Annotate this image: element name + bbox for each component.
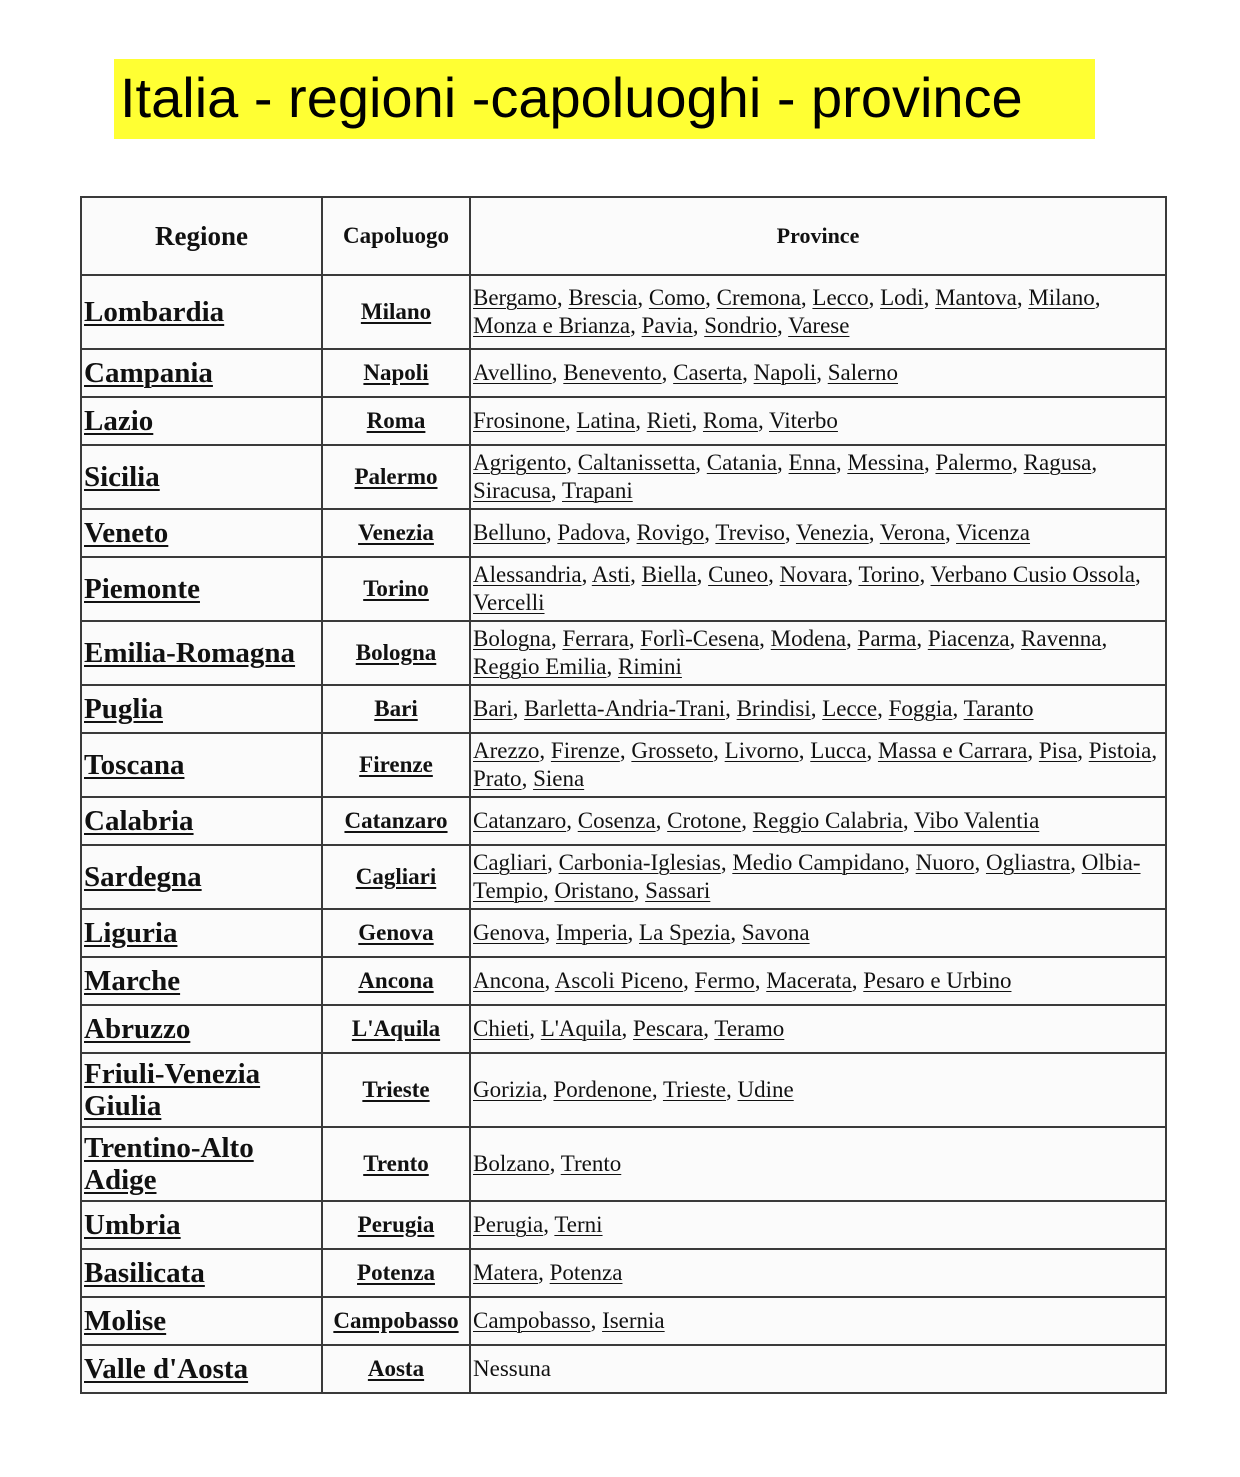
capoluogo-cell [322, 845, 470, 909]
provincia-link[interactable]: Brescia [568, 285, 638, 310]
regione-cell [81, 1201, 322, 1249]
provincia-link[interactable]: Varese [788, 313, 850, 338]
province-cell: Avellino, Benevento, Caserta, Napoli, Salerno [470, 349, 1166, 397]
regione-cell [81, 909, 322, 957]
regione-link[interactable]: Friuli-Venezia Giulia [84, 1058, 261, 1122]
provincia-link[interactable]: Rimini [618, 654, 682, 679]
province-cell: Bari, Barletta-Andria-Trani, Brindisi, Lecce, Foggia, Taranto [470, 685, 1166, 733]
province-cell: Perugia, Terni [470, 1201, 1166, 1249]
province-cell: Gorizia, Pordenone, Trieste, Udine [470, 1053, 1166, 1127]
table-row [81, 1201, 1166, 1249]
capoluogo-cell [322, 1249, 470, 1297]
provincia-link[interactable]: Catania [706, 450, 778, 475]
capoluogo-cell [322, 1201, 470, 1249]
regione-cell [81, 557, 322, 621]
regione-cell [81, 797, 322, 845]
regione-link[interactable]: Campania [84, 357, 213, 389]
provincia-link[interactable]: Medio Campidano [732, 850, 905, 875]
provincia-link[interactable]: Como [648, 285, 706, 310]
province-cell: Bolzano, Trento [470, 1127, 1166, 1201]
capoluogo-cell [322, 733, 470, 797]
table-row [81, 1005, 1166, 1053]
provincia-link[interactable]: Novara [779, 562, 848, 587]
regione-link[interactable]: Liguria [84, 917, 178, 949]
provincia-link[interactable]: Vercelli [473, 590, 545, 615]
regione-cell [81, 509, 322, 557]
provincia-link[interactable]: Cremona [716, 285, 801, 310]
provincia-link[interactable]: Pesaro e Urbino [863, 968, 1012, 993]
regione-link[interactable]: Calabria [84, 805, 194, 837]
provincia-link[interactable]: Forlì-Cesena [640, 626, 760, 651]
provincia-link[interactable]: Salerno [827, 360, 898, 385]
provincia-link[interactable]: Verbano Cusio Ossola [930, 562, 1135, 587]
regione-cell [81, 621, 322, 685]
capoluogo-link[interactable]: Napoli [363, 360, 429, 385]
capoluogo-link[interactable]: Torino [363, 576, 429, 601]
page-title: Italia - regioni -capoluoghi - province [120, 66, 1023, 129]
capoluogo-cell [322, 509, 470, 557]
regione-link[interactable]: Abruzzo [84, 1013, 191, 1045]
table-row [81, 845, 1166, 909]
regione-link[interactable]: Basilicata [84, 1257, 205, 1289]
table-row [81, 349, 1166, 397]
table-row [81, 557, 1166, 621]
provincia-link[interactable]: Rovigo [636, 520, 705, 545]
provincia-link[interactable]: Vicenza [956, 520, 1031, 545]
capoluogo-cell [322, 621, 470, 685]
capoluogo-link[interactable]: Perugia [357, 1212, 435, 1237]
provincia-link[interactable]: Ravenna [1021, 626, 1102, 651]
provincia-link[interactable]: Avellino [473, 360, 552, 385]
capoluogo-link[interactable]: Campobasso [333, 1308, 459, 1333]
provincia-link[interactable]: Macerata [766, 968, 852, 993]
regione-link[interactable]: Umbria [84, 1209, 181, 1241]
capoluogo-link[interactable]: Venezia [358, 520, 434, 545]
province-cell: Matera, Potenza [470, 1249, 1166, 1297]
regione-link[interactable]: Sicilia [84, 461, 160, 493]
capoluogo-cell [322, 397, 470, 445]
provincia-link[interactable]: Pistoia [1088, 738, 1152, 763]
regione-cell [81, 445, 322, 509]
table-row [81, 1297, 1166, 1345]
capoluogo-link[interactable]: Palermo [354, 464, 438, 489]
regione-cell [81, 1053, 322, 1127]
capoluogo-cell [322, 1297, 470, 1345]
capoluogo-cell [322, 445, 470, 509]
provincia-link[interactable]: Carbonia-Iglesias [558, 850, 721, 875]
provincia-link[interactable]: Pavia [641, 313, 693, 338]
provincia-link[interactable]: Enna [788, 450, 836, 475]
regione-cell [81, 1005, 322, 1053]
provincia-link[interactable]: Bari [473, 696, 513, 721]
regione-link[interactable]: Lombardia [84, 296, 225, 328]
regione-cell [81, 957, 322, 1005]
provincia-link[interactable]: L'Aquila [540, 1016, 622, 1041]
provincia-link[interactable]: Nuoro [915, 850, 975, 875]
provincia-link[interactable]: Benevento [563, 360, 662, 385]
province-cell: Bergamo, Brescia, Como, Cremona, Lecco, Lodi, Mantova, Milano, Monza e Brianza, Pavia, Sondrio, Varese [470, 275, 1166, 349]
provincia-link[interactable]: Massa e Carrara [877, 738, 1028, 763]
provincia-link[interactable]: Trapani [562, 478, 633, 503]
regione-link[interactable]: Valle d'Aosta [84, 1353, 249, 1385]
table-row [81, 1127, 1166, 1201]
provincia-link[interactable]: Ascoli Piceno [554, 968, 684, 993]
provincia-link[interactable]: Ogliastra [985, 850, 1071, 875]
provincia-link[interactable]: Rieti [646, 408, 692, 433]
table-row [81, 445, 1166, 509]
capoluogo-cell [322, 957, 470, 1005]
province-cell: Bologna, Ferrara, Forlì-Cesena, Modena, Parma, Piacenza, Ravenna, Reggio Emilia, Rimini [470, 621, 1166, 685]
table-row [81, 275, 1166, 349]
provincia-link[interactable]: Savona [741, 920, 810, 945]
provincia-link[interactable]: Bologna [473, 626, 551, 651]
capoluogo-link[interactable]: Aosta [367, 1356, 425, 1381]
provincia-link[interactable]: Viterbo [769, 408, 838, 433]
provincia-link[interactable]: Cuneo [708, 562, 769, 587]
provincia-link[interactable]: Napoli [753, 360, 817, 385]
regions-table [80, 196, 1167, 1394]
header-regione: Regione [81, 197, 322, 275]
provincia-link[interactable]: Palermo [935, 450, 1013, 475]
provincia-link[interactable]: Ferrara [562, 626, 629, 651]
provincia-link[interactable]: Modena [770, 626, 847, 651]
regione-link[interactable]: Piemonte [84, 573, 200, 605]
regione-cell [81, 275, 322, 349]
province-none-text: Nessuna [473, 1356, 551, 1381]
regione-cell [81, 685, 322, 733]
province-cell: Alessandria, Asti, Biella, Cuneo, Novara, Torino, Verbano Cusio Ossola, Vercelli [470, 557, 1166, 621]
capoluogo-link[interactable]: Bari [374, 696, 418, 721]
capoluogo-cell [322, 909, 470, 957]
provincia-link[interactable]: Sondrio [704, 313, 778, 338]
capoluogo-cell [322, 275, 470, 349]
provincia-link[interactable]: Milano [1028, 285, 1095, 310]
provincia-link[interactable]: Sassari [645, 878, 711, 903]
table-row [81, 1053, 1166, 1127]
regione-cell [81, 349, 322, 397]
provincia-link[interactable]: Brindisi [736, 696, 811, 721]
capoluogo-cell [322, 349, 470, 397]
provincia-link[interactable]: Venezia [795, 520, 869, 545]
regione-link[interactable]: Emilia-Romagna [84, 637, 296, 669]
table-row [81, 1249, 1166, 1297]
table-row [81, 685, 1166, 733]
provincia-link[interactable]: Matera [473, 1260, 539, 1285]
provincia-link[interactable]: Terni [554, 1212, 603, 1237]
province-cell: Cagliari, Carbonia-Iglesias, Medio Campidano, Nuoro, Ogliastra, Olbia-Tempio, Oristano, Sassari [470, 845, 1166, 909]
regione-link[interactable]: Molise [84, 1305, 167, 1337]
provincia-link[interactable]: Ragusa [1023, 450, 1092, 475]
regione-cell [81, 397, 322, 445]
provincia-link[interactable]: Alessandria [473, 562, 582, 587]
regione-link[interactable]: Marche [84, 965, 181, 997]
provincia-link[interactable]: Verona [879, 520, 945, 545]
regione-cell [81, 733, 322, 797]
regione-cell [81, 845, 322, 909]
regione-cell [81, 1297, 322, 1345]
table-header-row [81, 197, 1166, 275]
province-cell: Arezzo, Firenze, Grosseto, Livorno, Lucca, Massa e Carrara, Pisa, Pistoia, Prato, Siena [470, 733, 1166, 797]
provincia-link[interactable]: Asti [591, 562, 631, 587]
provincia-link[interactable]: Prato [473, 766, 522, 791]
provincia-link[interactable]: Siracusa [473, 478, 551, 503]
regione-link[interactable]: Trentino-Alto Adige [84, 1132, 254, 1196]
provincia-link[interactable]: Grosseto [631, 738, 714, 763]
provincia-link[interactable]: Torino [858, 562, 920, 587]
capoluogo-cell [322, 1005, 470, 1053]
provincia-link[interactable]: Siena [533, 766, 585, 791]
provincia-link[interactable]: Lecce [822, 696, 878, 721]
regione-link[interactable]: Puglia [84, 693, 163, 725]
provincia-link[interactable]: Pordenone [553, 1077, 652, 1102]
regione-cell [81, 1249, 322, 1297]
capoluogo-link[interactable]: Genova [358, 920, 434, 945]
provincia-link[interactable]: Lodi [880, 285, 924, 310]
provincia-link[interactable]: Pisa [1038, 738, 1078, 763]
provincia-link[interactable]: Cosenza [577, 808, 656, 833]
provincia-link[interactable]: Treviso [715, 520, 785, 545]
table-row [81, 957, 1166, 1005]
capoluogo-cell [322, 1345, 470, 1393]
province-cell: Campobasso, Isernia [470, 1297, 1166, 1345]
regione-link[interactable]: Veneto [84, 517, 169, 549]
provincia-link[interactable]: Taranto [963, 696, 1034, 721]
table-row [81, 909, 1166, 957]
provincia-link[interactable]: Potenza [549, 1260, 623, 1285]
provincia-link[interactable]: Piacenza [927, 626, 1010, 651]
capoluogo-link[interactable]: Catanzaro [344, 808, 448, 833]
province-cell: Frosinone, Latina, Rieti, Roma, Viterbo [470, 397, 1166, 445]
table-row [81, 509, 1166, 557]
header-capoluogo: Capoluogo [322, 197, 470, 275]
capoluogo-link[interactable]: Cagliari [355, 864, 437, 889]
provincia-link[interactable]: Caserta [673, 360, 743, 385]
capoluogo-cell [322, 1053, 470, 1127]
regione-cell [81, 1127, 322, 1201]
header-province: Province [470, 197, 1166, 275]
provincia-link[interactable]: Oristano [554, 878, 634, 903]
provincia-link[interactable]: Catanzaro [473, 808, 567, 833]
provincia-link[interactable]: Olbia-Tempio [473, 850, 1141, 903]
provincia-link[interactable]: Imperia [556, 920, 628, 945]
capoluogo-link[interactable]: Roma [366, 408, 426, 433]
provincia-link[interactable]: Cagliari [473, 850, 548, 875]
provincia-link[interactable]: Caltanissetta [577, 450, 696, 475]
provincia-link[interactable]: Reggio Emilia [473, 654, 607, 679]
capoluogo-link[interactable]: Firenze [359, 752, 433, 777]
table-row [81, 733, 1166, 797]
provincia-link[interactable]: Messina [847, 450, 924, 475]
provincia-link[interactable]: Latina [576, 408, 636, 433]
capoluogo-link[interactable]: Trieste [362, 1077, 430, 1102]
provincia-link[interactable]: Arezzo [473, 738, 540, 763]
provincia-link[interactable]: Belluno [473, 520, 546, 545]
provincia-link[interactable]: Lucca [810, 738, 867, 763]
provincia-link[interactable]: Trento [560, 1151, 622, 1176]
provincia-link[interactable]: Reggio Calabria [752, 808, 903, 833]
capoluogo-link[interactable]: Ancona [358, 968, 434, 993]
provincia-link[interactable]: Foggia [888, 696, 953, 721]
capoluogo-link[interactable]: Trento [363, 1151, 429, 1176]
regione-link[interactable]: Sardegna [84, 861, 202, 893]
provincia-link[interactable]: Gorizia [473, 1077, 542, 1102]
capoluogo-link[interactable]: Bologna [355, 640, 437, 665]
provincia-link[interactable]: Ancona [473, 968, 545, 993]
table-row [81, 797, 1166, 845]
provincia-link[interactable]: Udine [737, 1077, 794, 1102]
capoluogo-link[interactable]: Milano [360, 299, 432, 324]
province-cell: Catanzaro, Cosenza, Crotone, Reggio Calabria, Vibo Valentia [470, 797, 1166, 845]
provincia-link[interactable]: Vibo Valentia [913, 808, 1040, 833]
regione-link[interactable]: Toscana [84, 749, 185, 781]
provincia-link[interactable]: Pescara [633, 1016, 704, 1041]
province-cell: Belluno, Padova, Rovigo, Treviso, Venezia, Verona, Vicenza [470, 509, 1166, 557]
capoluogo-cell [322, 685, 470, 733]
provincia-link[interactable]: Frosinone [473, 408, 565, 433]
table-row [81, 397, 1166, 445]
regione-cell [81, 1345, 322, 1393]
capoluogo-cell [322, 797, 470, 845]
province-cell: Agrigento, Caltanissetta, Catania, Enna, Messina, Palermo, Ragusa, Siracusa, Trapani [470, 445, 1166, 509]
provincia-link[interactable]: Monza e Brianza [473, 313, 631, 338]
provincia-link[interactable]: Biella [641, 562, 697, 587]
provincia-link[interactable]: Genova [473, 920, 545, 945]
provincia-link[interactable]: Campobasso [473, 1308, 591, 1333]
provincia-link[interactable]: Fermo [694, 968, 755, 993]
provincia-link[interactable]: Firenze [550, 738, 620, 763]
table-body [81, 275, 1166, 1393]
provincia-link[interactable]: Lecco [812, 285, 869, 310]
province-cell: Ancona, Ascoli Piceno, Fermo, Macerata, Pesaro e Urbino [470, 957, 1166, 1005]
table-row [81, 1345, 1166, 1393]
provincia-link[interactable]: Isernia [602, 1308, 665, 1333]
capoluogo-link[interactable]: Potenza [357, 1260, 435, 1285]
provincia-link[interactable]: Livorno [724, 738, 799, 763]
provincia-link[interactable]: Crotone [667, 808, 742, 833]
table-row [81, 621, 1166, 685]
province-cell: Chieti, L'Aquila, Pescara, Teramo [470, 1005, 1166, 1053]
provincia-link[interactable]: Parma [857, 626, 917, 651]
province-cell: Genova, Imperia, La Spezia, Savona [470, 909, 1166, 957]
provincia-link[interactable]: Teramo [714, 1016, 785, 1041]
provincia-link[interactable]: Roma [702, 408, 758, 433]
provincia-link[interactable]: Trieste [662, 1077, 726, 1102]
provincia-link[interactable]: La Spezia [639, 920, 731, 945]
province-cell [470, 1345, 1166, 1393]
capoluogo-link[interactable]: L'Aquila [351, 1016, 441, 1041]
provincia-link[interactable]: Barletta-Andria-Trani [524, 696, 726, 721]
provincia-link[interactable]: Padova [557, 520, 626, 545]
regione-link[interactable]: Lazio [84, 405, 154, 437]
capoluogo-cell [322, 1127, 470, 1201]
provincia-link[interactable]: Bergamo [473, 285, 557, 310]
provincia-link[interactable]: Mantova [935, 285, 1017, 310]
capoluogo-cell [322, 557, 470, 621]
provincia-link[interactable]: Perugia [473, 1212, 544, 1237]
provincia-link[interactable]: Chieti [473, 1016, 530, 1041]
provincia-link[interactable]: Agrigento [473, 450, 567, 475]
provincia-link[interactable]: Bolzano [473, 1151, 550, 1176]
